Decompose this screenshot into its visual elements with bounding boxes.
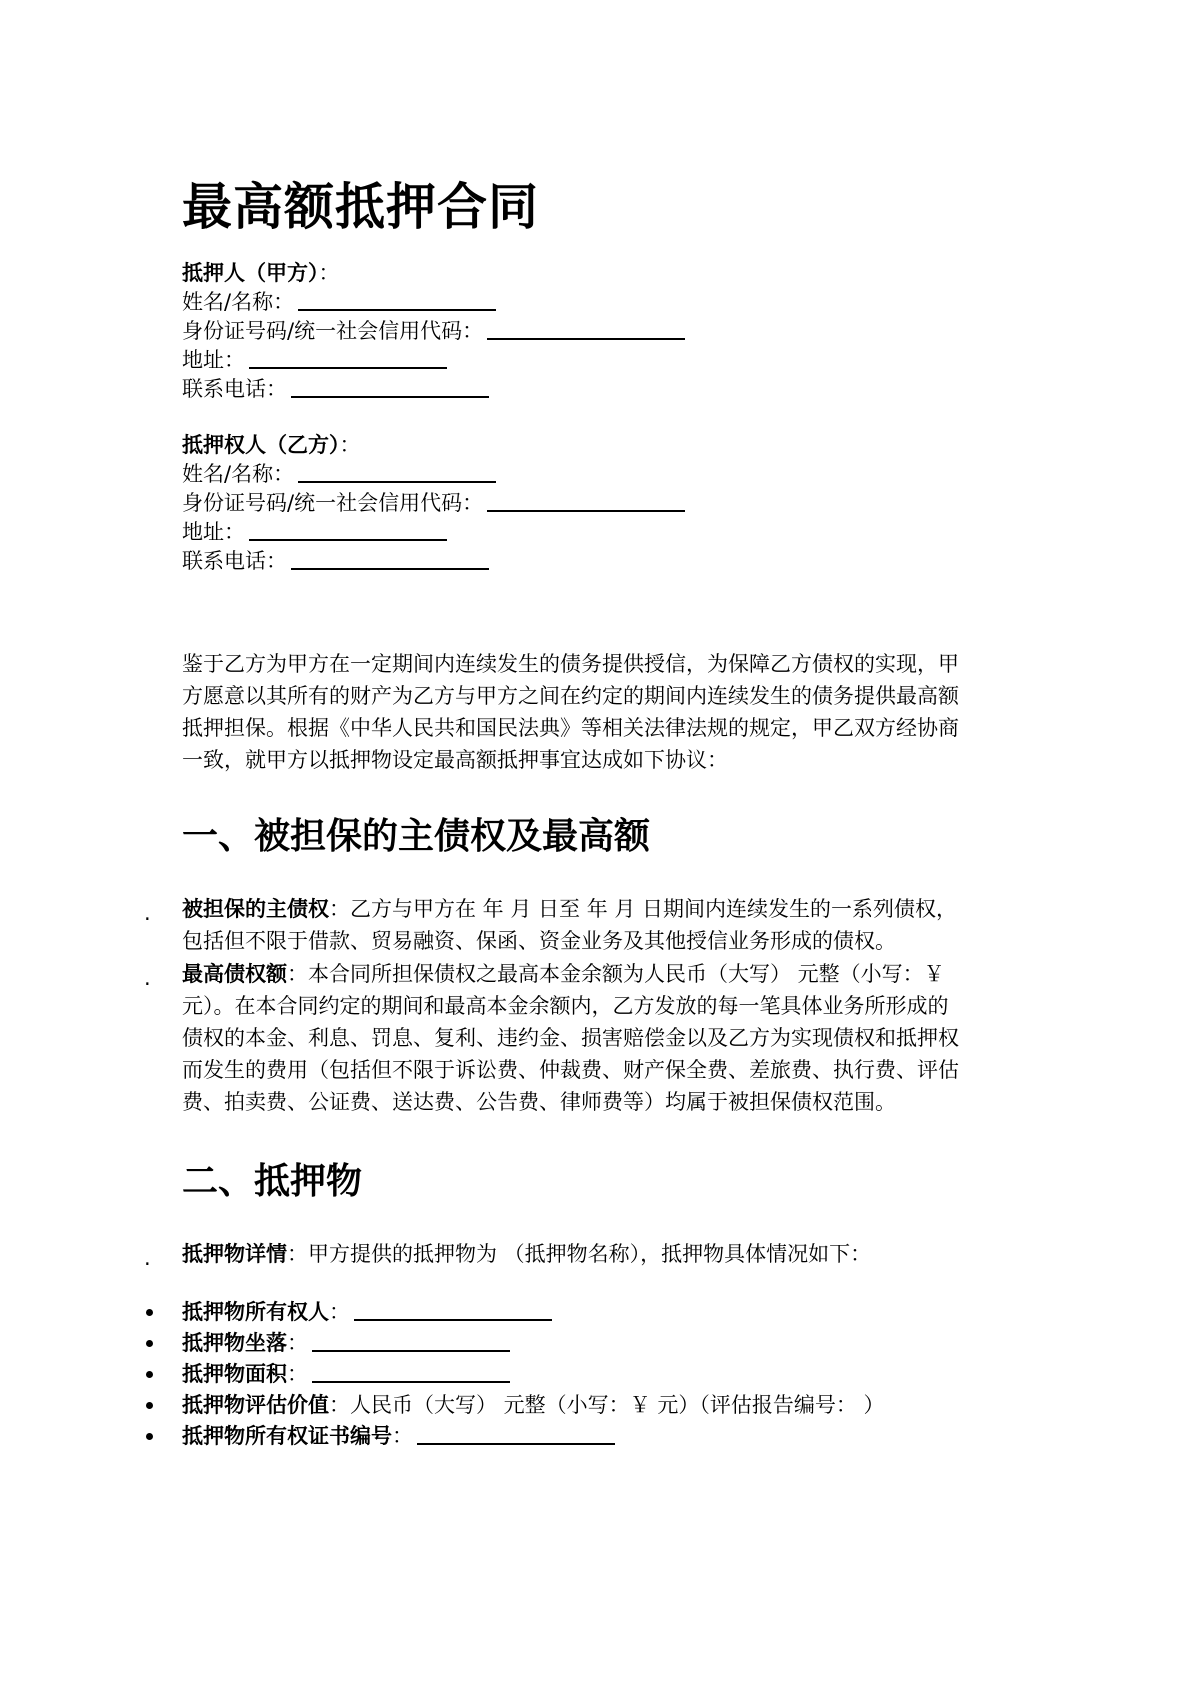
preamble-line: 一致，就甲方以抵押物设定最高额抵押事宜达成如下协议：	[182, 748, 728, 772]
preamble-line: 方愿意以其所有的财产为乙方与甲方之间在约定的期间内连续发生的债务提供最高额	[182, 684, 959, 708]
section-1-item-2-line: 费、拍卖费、公证费、送达费、公告费、律师费等）均属于被担保债权范围。	[182, 1090, 896, 1114]
party-b-id-field: 身份证号码/统一社会信用代码：	[182, 488, 685, 519]
collateral-location-blank[interactable]	[312, 1328, 510, 1352]
party-a-phone-blank[interactable]	[291, 374, 489, 398]
collateral-owner-field: 抵押物所有权人：	[182, 1297, 552, 1328]
preamble-line: 鉴于乙方为甲方在一定期间内连续发生的债务提供授信，为保障乙方债权的实现，甲	[182, 652, 959, 676]
section-1-item-2: 最高债权额：本合同所担保债权之最高本金余额为人民币（大写） 元整（小写：￥	[182, 962, 945, 986]
party-b-address-blank[interactable]	[249, 517, 447, 541]
section-1-item-2-line: 元）。在本合同约定的期间和最高本金余额内，乙方发放的每一笔具体业务所形成的	[182, 994, 949, 1018]
page-title: 最高额抵押合同	[182, 178, 539, 236]
list-marker: .	[144, 966, 151, 990]
collateral-area-blank[interactable]	[312, 1359, 510, 1383]
collateral-value-field: 抵押物评估价值：人民币（大写） 元整（小写：￥ 元）（评估报告编号： ）	[182, 1393, 885, 1417]
party-a-id-blank[interactable]	[487, 316, 685, 340]
party-a-id-field: 身份证号码/统一社会信用代码：	[182, 316, 685, 347]
section-1-item-2-line: 债权的本金、利息、罚息、复利、违约金、损害赔偿金以及乙方为实现债权和抵押权	[182, 1026, 959, 1050]
list-marker: .	[144, 1246, 151, 1270]
party-a-heading: 抵押人（甲方）：	[182, 261, 340, 285]
bullet-icon	[146, 1309, 153, 1316]
section-1-heading: 一、被担保的主债权及最高额	[182, 816, 651, 857]
party-a-phone-field: 联系电话：	[182, 374, 489, 405]
bullet-icon	[146, 1340, 153, 1347]
section-1-item-1: 被担保的主债权：乙方与甲方在 年 月 日至 年 月 日期间内连续发生的一系列债权，	[182, 897, 958, 921]
bullet-icon	[146, 1402, 153, 1409]
party-a-name-blank[interactable]	[298, 287, 496, 311]
section-2-heading: 二、抵押物	[182, 1161, 363, 1202]
collateral-cert-blank[interactable]	[417, 1421, 615, 1445]
section-2-detail: 抵押物详情：甲方提供的抵押物为 （抵押物名称），抵押物具体情况如下：	[182, 1242, 872, 1266]
party-a-address-field: 地址：	[182, 345, 447, 376]
party-b-address-field: 地址：	[182, 517, 447, 548]
party-a-name-field: 姓名/名称：	[182, 287, 496, 318]
party-b-phone-blank[interactable]	[291, 546, 489, 570]
preamble-line: 抵押担保。根据《中华人民共和国民法典》等相关法律法规的规定，甲乙双方经协商	[182, 716, 959, 740]
party-b-phone-field: 联系电话：	[182, 546, 489, 577]
party-b-name-field: 姓名/名称：	[182, 459, 496, 490]
list-marker: .	[144, 901, 151, 925]
bullet-icon	[146, 1433, 153, 1440]
party-b-heading: 抵押权人（乙方）：	[182, 433, 361, 457]
collateral-owner-blank[interactable]	[354, 1297, 552, 1321]
collateral-area-field: 抵押物面积：	[182, 1359, 510, 1390]
section-1-item-1-line: 包括但不限于借款、贸易融资、保函、资金业务及其他授信业务形成的债权。	[182, 929, 896, 953]
collateral-location-field: 抵押物坐落：	[182, 1328, 510, 1359]
collateral-cert-field: 抵押物所有权证书编号：	[182, 1421, 615, 1452]
party-b-name-blank[interactable]	[298, 459, 496, 483]
party-a-address-blank[interactable]	[249, 345, 447, 369]
bullet-icon	[146, 1371, 153, 1378]
section-1-item-2-line: 而发生的费用（包括但不限于诉讼费、仲裁费、财产保全费、差旅费、执行费、评估	[182, 1058, 959, 1082]
party-b-id-blank[interactable]	[487, 488, 685, 512]
